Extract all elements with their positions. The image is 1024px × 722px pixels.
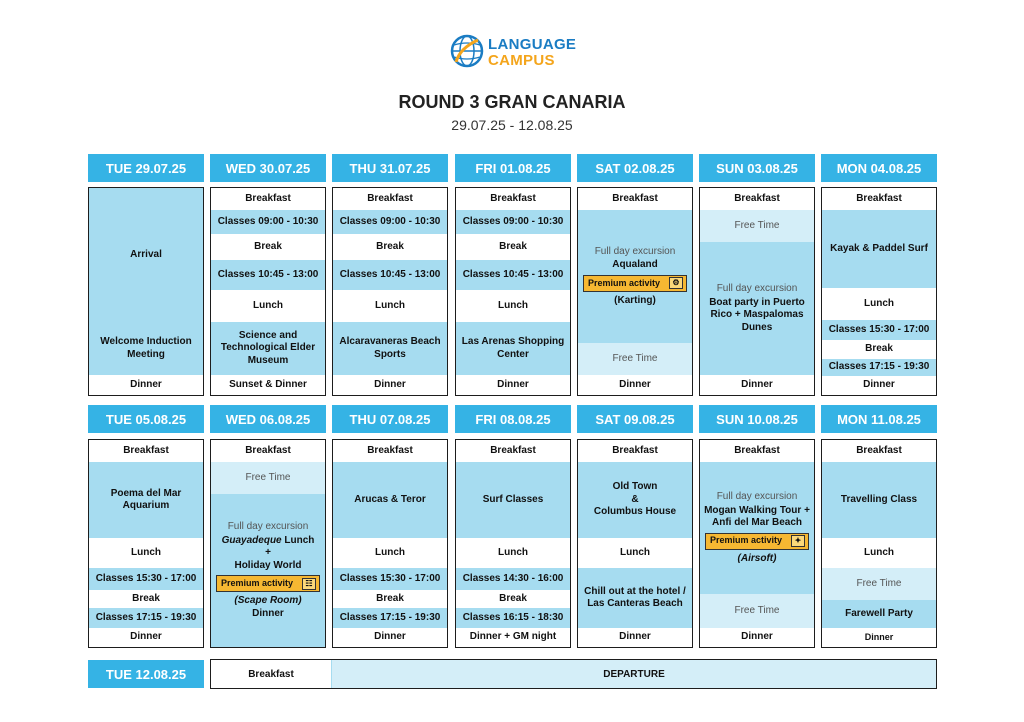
free-time-cell: Free Time [700,210,814,242]
day-header: THU 31.07.25 [332,154,448,182]
break-cell: Break [89,590,203,608]
activity-cell [578,462,692,538]
breakfast-cell: Breakfast [456,188,570,210]
premium-activity-badge [583,275,687,292]
dinner-cell: Dinner [700,375,814,395]
breakfast-cell: Breakfast [89,440,203,462]
premium-label: Premium activity [710,535,783,546]
dinner-label: Dinner [252,607,284,619]
day-column [699,187,815,396]
breakfast-cell: Breakfast [333,188,447,210]
farewell-party-cell: Farewell Party [822,600,936,628]
excursion-cell [700,462,814,594]
activity-name-2: Columbus House [593,506,677,518]
premium-activity-name: (Airsoft) [737,552,777,564]
excursion-name: Mogan Walking Tour + Anfi del Mar Beach [704,504,810,528]
lunch-cell: Lunch [578,538,692,568]
language-campus-logo [450,34,590,70]
lunch-cell: Lunch [211,290,325,322]
excursion-cell [211,494,325,647]
welcome-meeting-cell: Welcome Induction Meeting [89,322,203,375]
lunch-cell: Lunch [456,538,570,568]
day-header: SUN 10.08.25 [699,405,815,433]
excursion-plus: + [265,547,271,558]
dinner-cell: Dinner [578,628,692,647]
classes-cell: Classes 09:00 - 10:30 [456,210,570,234]
day-column [455,187,571,396]
karting-icon: ⚙ [669,277,683,289]
day-header: TUE 29.07.25 [88,154,204,182]
break-cell: Break [211,234,325,260]
activity-and: & [631,493,639,505]
activity-cell: Arucas & Teror [333,462,447,538]
free-time-cell: Free Time [700,594,814,628]
day-header: SAT 09.08.25 [577,405,693,433]
departure-row [210,659,937,689]
breakfast-cell: Breakfast [211,440,325,462]
dinner-cell: Dinner [89,628,203,647]
activity-name: Old Town [612,481,658,493]
day-header: WED 06.08.25 [210,405,326,433]
breakfast-cell: Breakfast [333,440,447,462]
lunch-cell: Lunch [333,538,447,568]
classes-cell: Classes 16:15 - 18:30 [456,608,570,628]
premium-activity-badge [705,533,809,550]
day-column [88,439,204,648]
day-column [88,187,204,396]
classes-cell: Classes 17:15 - 19:30 [822,359,936,376]
breakfast-cell: Breakfast [700,440,814,462]
dinner-cell: Dinner + GM night [456,628,570,647]
activity-cell: Surf Classes [456,462,570,538]
dinner-cell: Dinner [333,375,447,395]
excursion-label: Full day excursion [716,491,798,502]
break-cell: Break [456,234,570,260]
excursion-name: Guayadeque [221,534,282,546]
break-cell: Break [456,590,570,608]
day-column [577,187,693,396]
globe-logo-icon [450,34,484,68]
excursion-name-2: Holiday World [234,559,302,571]
day-column [821,439,937,648]
day-header: SAT 02.08.25 [577,154,693,182]
excursion-cell [700,242,814,375]
classes-cell: Classes 10:45 - 13:00 [456,260,570,290]
activity-cell: Poema del Mar Aquarium [89,462,203,538]
dinner-cell: Dinner [89,375,203,395]
day-column [332,439,448,648]
day-column [821,187,937,396]
lunch-cell: Lunch [456,290,570,322]
day-header: FRI 08.08.25 [455,405,571,433]
lunch-cell: Lunch [822,288,936,320]
excursion-cell [578,210,692,343]
dinner-cell: Sunset & Dinner [211,375,325,395]
day-column [210,187,326,396]
premium-label: Premium activity [221,577,294,588]
lunch-cell: Lunch [822,538,936,568]
day-column [210,439,326,648]
airsoft-icon: ✦ [791,535,805,547]
day-column [332,187,448,396]
day-column [577,439,693,648]
activity-cell: Travelling Class [822,462,936,538]
logo-word-language: LANGUAGE [488,36,577,53]
day-header: TUE 12.08.25 [88,660,204,688]
premium-activity-name: (Scape Room) [234,595,302,606]
activity-cell: Kayak & Paddel Surf [822,210,936,288]
breakfast-cell: Breakfast [211,188,325,210]
activity-cell: Science and Technological Elder Museum [211,322,325,375]
arrival-cell: Arrival [89,188,203,322]
premium-activity-name: (Karting) [614,294,656,306]
activity-cell: Alcaravaneras Beach Sports [333,322,447,375]
free-time-cell: Free Time [578,343,692,375]
classes-cell: Classes 15:30 - 17:00 [333,568,447,590]
excursion-name-suffix: Lunch [281,534,315,546]
classes-cell: Classes 10:45 - 13:00 [211,260,325,290]
breakfast-cell: Breakfast [700,188,814,210]
breakfast-cell: Breakfast [456,440,570,462]
premium-label: Premium activity [588,277,661,288]
break-cell: Break [333,234,447,260]
break-cell: Break [333,590,447,608]
day-header: WED 30.07.25 [210,154,326,182]
departure-cell: DEPARTURE [332,660,936,688]
classes-cell: Classes 14:30 - 16:00 [456,568,570,590]
classes-cell: Classes 09:00 - 10:30 [211,210,325,234]
excursion-name: Boat party in Puerto Rico + Maspalomas Dunes [709,296,805,333]
logo-word-campus: CAMPUS [488,52,555,69]
excursion-label: Full day excursion [716,283,798,294]
dinner-cell: Dinner [700,628,814,647]
activity-cell: Chill out at the hotel / Las Canteras Beach [578,568,692,628]
escape-room-icon: ☷ [302,578,316,590]
classes-cell: Classes 17:15 - 19:30 [333,608,447,628]
day-header: MON 11.08.25 [821,405,937,433]
page-title: ROUND 3 GRAN CANARIA [398,92,626,112]
classes-cell: Classes 15:30 - 17:00 [89,568,203,590]
dinner-cell: Dinner [822,628,936,647]
dinner-cell: Dinner [578,375,692,395]
excursion-name: Aqualand [612,259,658,271]
day-header: MON 04.08.25 [821,154,937,182]
breakfast-cell: Breakfast [578,440,692,462]
classes-cell: Classes 10:45 - 13:00 [333,260,447,290]
dinner-cell: Dinner [456,375,570,395]
breakfast-cell: Breakfast [578,188,692,210]
lunch-cell: Lunch [89,538,203,568]
dinner-cell: Dinner [822,376,936,395]
classes-cell: Classes 17:15 - 19:30 [89,608,203,628]
day-header: FRI 01.08.25 [455,154,571,182]
breakfast-cell: Breakfast [822,188,936,210]
lunch-cell: Lunch [333,290,447,322]
breakfast-cell: Breakfast [211,660,332,688]
classes-cell: Classes 15:30 - 17:00 [822,320,936,340]
break-cell: Break [822,340,936,359]
excursion-label: Full day excursion [227,521,309,532]
dinner-cell: Dinner [333,628,447,647]
date-range: 29.07.25 - 12.08.25 [451,117,573,133]
activity-cell: Las Arenas Shopping Center [456,322,570,375]
classes-cell: Classes 09:00 - 10:30 [333,210,447,234]
free-time-cell: Free Time [822,568,936,600]
free-time-cell: Free Time [211,462,325,494]
premium-activity-badge [216,575,320,592]
day-column [699,439,815,648]
day-column [455,439,571,648]
day-header: SUN 03.08.25 [699,154,815,182]
excursion-label: Full day excursion [594,245,676,257]
day-header: TUE 05.08.25 [88,405,204,433]
day-header: THU 07.08.25 [332,405,448,433]
breakfast-cell: Breakfast [822,440,936,462]
